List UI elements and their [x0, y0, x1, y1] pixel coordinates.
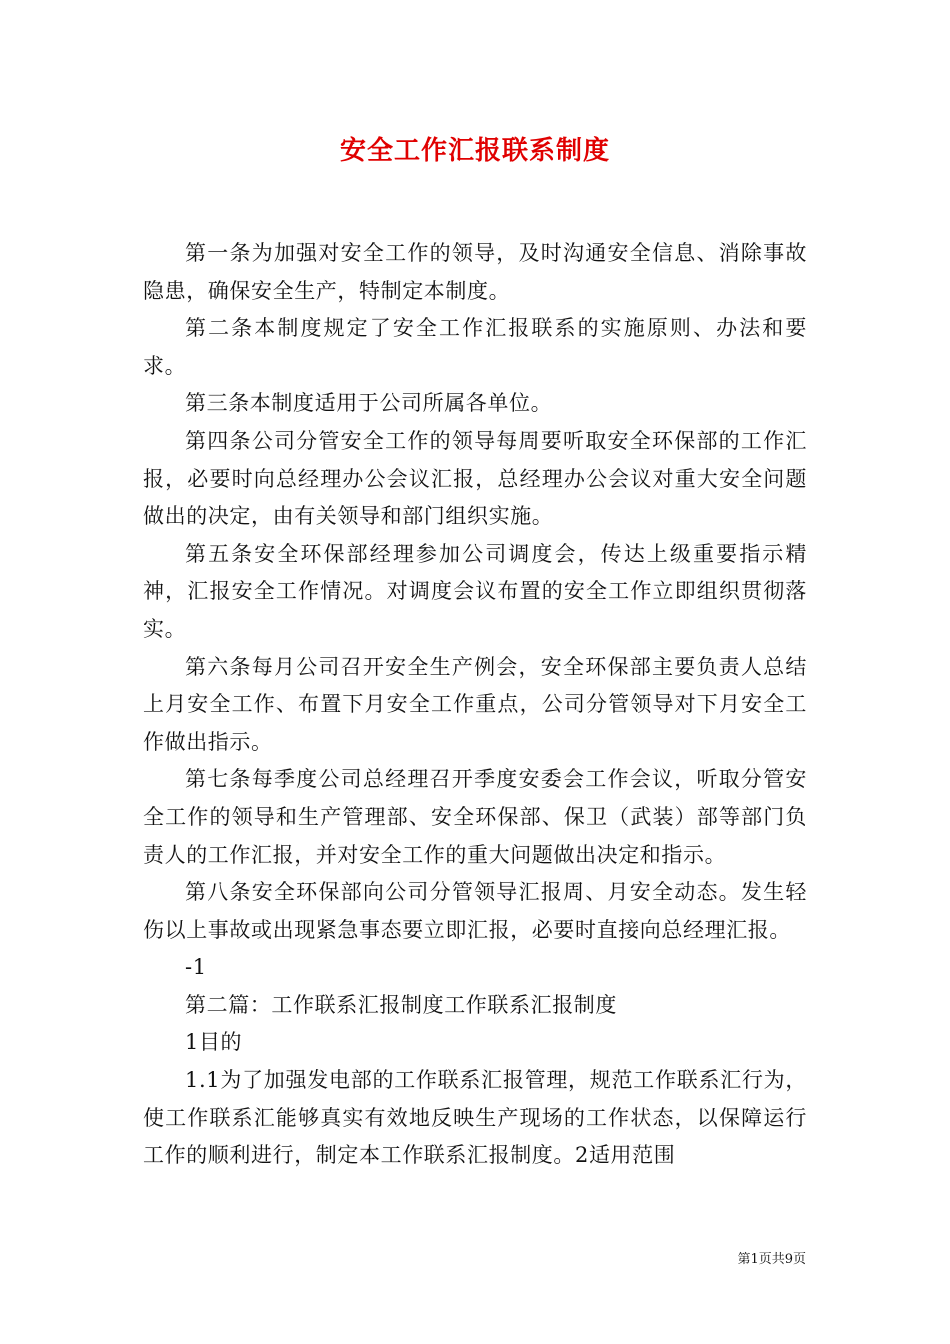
paragraph-clause-1-1: 1.1为了加强发电部的工作联系汇报管理，规范工作联系汇行为，使工作联系汇能够真实有效地反映生产现场的工作状态，以保障运行工作的顺利进行，制定本工作联系汇报制度。2适用范围 [143, 1068, 807, 1168]
paragraph-part-two-heading: 第二篇：工作联系汇报制度工作联系汇报制度 [185, 992, 617, 1017]
document-title: 安全工作汇报联系制度 [339, 136, 610, 166]
paragraph-article-2: 第二条本制度规定了安全工作汇报联系的实施原则、办法和要求。 [143, 316, 807, 378]
paragraph-article-8: 第八条安全环保部向公司分管领导汇报周、月安全动态。发生轻伤以上事故或出现紧急事态要立即汇报，必要时直接向总经理汇报。 [143, 880, 807, 942]
paragraph-article-7: 第七条每季度公司总经理召开季度安委会工作会议，听取分管安全工作的领导和生产管理部、安全环保部、保卫（武装）部等部门负责人的工作汇报，并对安全工作的重大问题做出决定和指示。 [143, 767, 807, 867]
paragraph-marker: -1 [185, 955, 207, 980]
paragraph-section-purpose: 1目的 [185, 1030, 243, 1055]
paragraph-article-5: 第五条安全环保部经理参加公司调度会，传达上级重要指示精神，汇报安全工作情况。对调度会议布置的安全工作立即组织贯彻落实。 [143, 541, 807, 641]
paragraph-article-6: 第六条每月公司召开安全生产例会，安全环保部主要负责人总结上月安全工作、布置下月安全工作重点，公司分管领导对下月安全工作做出指示。 [143, 654, 807, 754]
paragraph-article-3: 第三条本制度适用于公司所属各单位。 [185, 391, 553, 416]
paragraph-article-1: 第一条为加强对安全工作的领导，及时沟通安全信息、消除事故隐患，确保安全生产，特制定本制度。 [143, 241, 807, 303]
paragraph-article-4: 第四条公司分管安全工作的领导每周要听取安全环保部的工作汇报，必要时向总经理办公会议汇报，总经理办公会议对重大安全问题做出的决定，由有关领导和部门组织实施。 [143, 428, 807, 529]
page-indicator: 第1页共9页 [737, 1252, 806, 1267]
document-body [143, 235, 807, 1175]
